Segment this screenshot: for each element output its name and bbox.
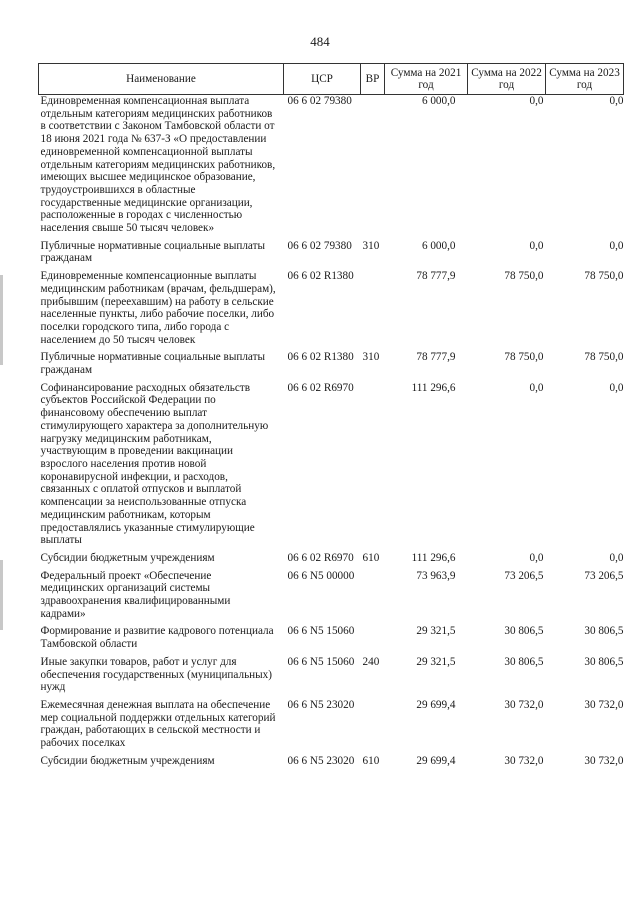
header-sum-2022: Сумма на 2022 год (468, 64, 546, 95)
table-row (39, 656, 624, 699)
row-sum-2021: 6 000,0 (421, 239, 456, 252)
table-row (39, 270, 624, 351)
row-sum-2021: 29 321,5 (416, 655, 456, 668)
table-body (39, 95, 624, 773)
scan-edge-mark (0, 560, 3, 630)
row-vr-code (361, 270, 385, 351)
row-sum-2023: 30 732,0 (584, 754, 624, 767)
row-csr-code: 06 6 N5 23020 (287, 698, 355, 711)
row-sum-2023: 30 806,5 (584, 655, 624, 668)
row-name: Формирование и развитие кадрового потенциала Тамбовской области (40, 625, 274, 651)
header-csr: ЦСР (284, 64, 361, 95)
row-sum-2023: 30 732,0 (584, 698, 624, 711)
row-sum-2023: 78 750,0 (584, 351, 624, 364)
row-sum-2022: 0,0 (529, 95, 544, 107)
row-sum-2022: 30 806,5 (504, 655, 544, 668)
row-csr-code: 06 6 N5 15060 (287, 625, 355, 638)
budget-table (38, 63, 624, 772)
header-sum-2023: Сумма на 2023 год (546, 64, 624, 95)
header-name: Наименование (39, 64, 284, 95)
row-sum-2022: 0,0 (529, 239, 544, 252)
row-sum-2021: 29 321,5 (416, 625, 456, 638)
row-csr-code: 06 6 02 79380 (287, 95, 352, 107)
row-csr-code: 06 6 N5 00000 (287, 569, 355, 582)
row-csr-code: 06 6 02 R6970 (287, 381, 354, 394)
row-sum-2021: 6 000,0 (421, 95, 456, 107)
row-csr-code: 06 6 02 79380 (287, 239, 352, 252)
row-sum-2022: 0,0 (529, 381, 544, 394)
table-row (39, 625, 624, 655)
row-sum-2022: 0,0 (529, 551, 544, 564)
table-row (39, 95, 624, 240)
row-name: Единовременная компенсационная выплата отдельным категориям медицинских работников в соответствии с Законом Тамбовской области от 18 июня 2021 года № 637-З «О предоставлении единовременной компенсационной выплаты отдельным категориям медицинских работников, имеющих высшее медицинское образование, трудоустроившихся в областные государственные медицинские организации, расположенные в городах с численностью населения свыше 50 тысяч человек» (40, 95, 276, 235)
row-name: Ежемесячная денежная выплата на обеспечение мер социальной поддержки отдельных категорий граждан, работающих в сельской местности и рабочих поселках (40, 698, 276, 750)
row-csr-code: 06 6 02 R1380 (287, 351, 354, 364)
row-csr-code: 06 6 N5 23020 (287, 754, 355, 767)
row-name: Субсидии бюджетным учреждениям (40, 754, 215, 767)
row-vr-code (361, 382, 385, 552)
row-vr-code: 610 (362, 754, 380, 767)
header-vr: ВР (361, 64, 385, 95)
table-row (39, 755, 624, 773)
row-sum-2021: 29 699,4 (416, 698, 456, 711)
row-vr-code (361, 699, 385, 755)
row-sum-2023: 78 750,0 (584, 270, 624, 283)
row-sum-2023: 73 206,5 (584, 569, 624, 582)
row-sum-2023: 0,0 (609, 95, 624, 107)
table-row (39, 552, 624, 570)
row-sum-2021: 29 699,4 (416, 754, 456, 767)
row-name: Федеральный проект «Обеспечение медицинских организаций системы здравоохранения квалифицированными кадрами» (40, 569, 231, 620)
row-sum-2023: 0,0 (609, 381, 624, 394)
row-sum-2023: 0,0 (609, 239, 624, 252)
page-number: 484 (310, 34, 330, 49)
row-sum-2022: 78 750,0 (504, 270, 544, 283)
row-sum-2021: 111 296,6 (411, 551, 456, 564)
table-header (39, 64, 624, 95)
row-csr-code: 06 6 02 R1380 (287, 270, 354, 283)
table-row (39, 570, 624, 626)
row-name: Софинансирование расходных обязательств субъектов Российской Федерации по финансовому обеспечению выплат стимулирующего характера за дополнительную нагрузку медицинским работникам, участвующим в проведении вакцинации взрослого населения против новой коронавирусной инфекции, и расходов, связанных с оплатой отпусков и выплатой компенсации за неиспользованные отпуска медицинским работникам, которым предоставлялись указанные стимулирующие выплаты (40, 381, 269, 547)
row-sum-2021: 78 777,9 (416, 351, 456, 364)
row-sum-2021: 78 777,9 (416, 270, 456, 283)
row-csr-code: 06 6 N5 15060 (287, 655, 355, 668)
table-row (39, 382, 624, 552)
table-row (39, 351, 624, 381)
row-name: Единовременные компенсационные выплаты медицинским работникам (врачам, фельдшерам), прибывшим (переехавшим) на работу в сельские населенные пункты, либо рабочие поселки, либо поселки городского типа, либо города с населением до 50 тысяч человек (40, 270, 276, 346)
row-sum-2021: 73 963,9 (416, 569, 456, 582)
scan-edge-mark (0, 275, 3, 365)
row-vr-code: 310 (362, 239, 380, 252)
row-name: Публичные нормативные социальные выплаты гражданам (40, 239, 266, 265)
row-vr-code: 310 (362, 351, 380, 364)
row-sum-2022: 78 750,0 (504, 351, 544, 364)
row-sum-2023: 30 806,5 (584, 625, 624, 638)
table-row (39, 240, 624, 270)
row-sum-2022: 30 732,0 (504, 754, 544, 767)
row-sum-2022: 73 206,5 (504, 569, 544, 582)
row-vr-code (361, 570, 385, 626)
row-sum-2022: 30 806,5 (504, 625, 544, 638)
row-name: Субсидии бюджетным учреждениям (40, 551, 215, 564)
row-sum-2023: 0,0 (609, 551, 624, 564)
row-vr-code (361, 95, 385, 240)
header-sum-2021: Сумма на 2021 год (385, 64, 468, 95)
row-vr-code (361, 625, 385, 655)
row-sum-2022: 30 732,0 (504, 698, 544, 711)
row-name: Публичные нормативные социальные выплаты гражданам (40, 351, 266, 377)
row-csr-code: 06 6 02 R6970 (287, 551, 354, 564)
row-vr-code: 240 (362, 655, 380, 668)
row-vr-code: 610 (362, 551, 380, 564)
row-sum-2021: 111 296,6 (411, 381, 456, 394)
table-row (39, 699, 624, 755)
row-name: Иные закупки товаров, работ и услуг для обеспечения государственных (муниципальных) нужд (40, 655, 272, 694)
